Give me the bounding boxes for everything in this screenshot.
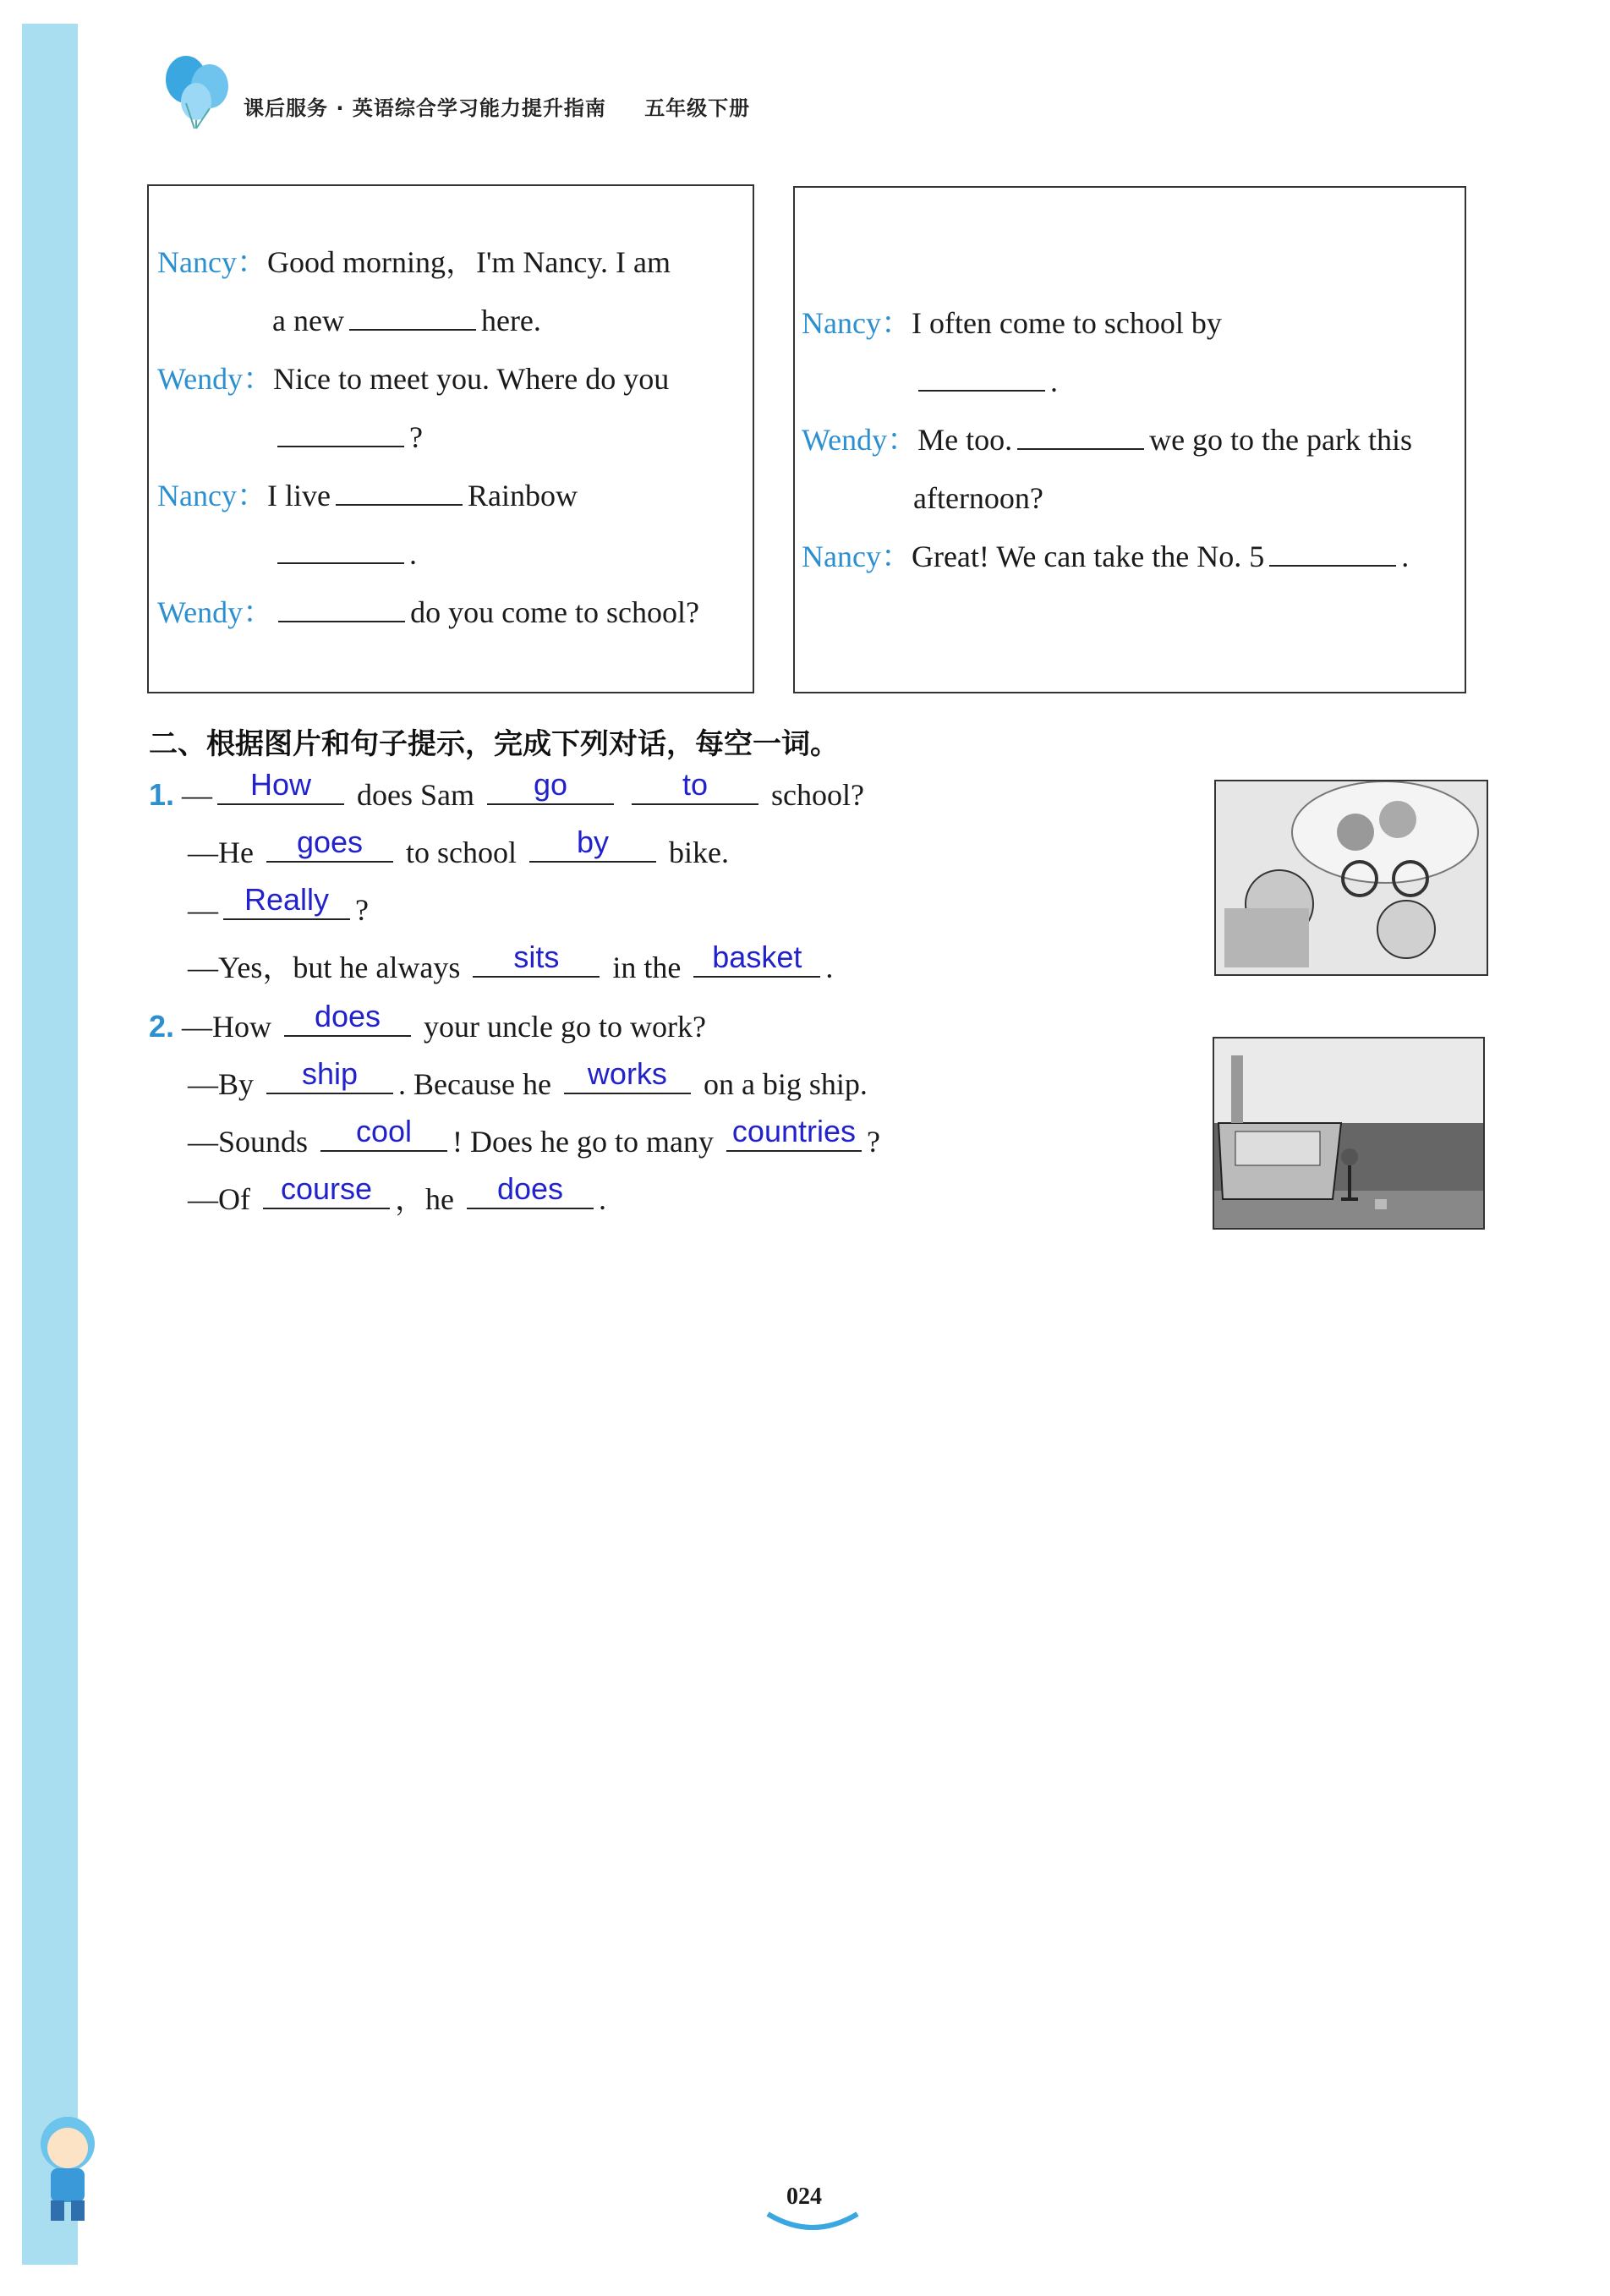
q1-line-3: — Really ?: [188, 882, 369, 927]
box_left-line: [272, 419, 423, 456]
answer-blank[interactable]: Really: [223, 893, 350, 920]
answer-blank[interactable]: [277, 537, 404, 564]
page-wave-icon: [766, 2207, 859, 2236]
dialogue-text: Rainbow: [467, 479, 578, 512]
speaker-label: Nancy：: [802, 306, 912, 340]
answer-blank[interactable]: goes: [266, 836, 393, 863]
answer-blank[interactable]: [1269, 540, 1396, 567]
box_left-line: [272, 535, 417, 573]
dialogue-text: .: [1050, 364, 1058, 398]
dialogue-text: here.: [480, 304, 541, 337]
answer-blank[interactable]: basket: [693, 951, 820, 978]
box_right-line: [802, 421, 1412, 458]
answer-blank[interactable]: course: [263, 1182, 390, 1209]
speaker-label: Nancy：: [802, 540, 912, 573]
section-title: 二、根据图片和句子提示，完成下列对话，每空一词。: [149, 727, 839, 761]
box_right-line: [913, 479, 1043, 517]
q1-line-2: —He goes to school by bike.: [188, 825, 729, 869]
page-header: [244, 91, 750, 121]
box_left-line: [157, 477, 578, 514]
answer-blank[interactable]: works: [564, 1067, 691, 1094]
grade-label: 五年级下册: [644, 96, 751, 120]
question-number: 1.: [149, 777, 175, 812]
q2-line-2: —By ship . Because he works on a big ship.: [188, 1056, 868, 1101]
answer-blank[interactable]: [277, 420, 404, 447]
dialogue-text: Nice to meet you. Where do you: [273, 362, 670, 396]
dialogue-text: do you come to school?: [410, 595, 700, 629]
cartoon-kid-icon: [25, 2106, 118, 2224]
q1-line-4: —Yes，but he always sits in the basket .: [188, 940, 834, 984]
speaker-label: Nancy：: [157, 479, 267, 512]
answer-blank[interactable]: [918, 364, 1045, 392]
answer-blank[interactable]: ship: [266, 1067, 393, 1094]
box_left-line: [157, 360, 669, 397]
answer-blank[interactable]: does: [284, 1010, 411, 1037]
q2-line-3: —Sounds cool ! Does he go to many countries ?: [188, 1114, 880, 1159]
ship-worker-image: [1213, 1037, 1485, 1230]
answer-blank[interactable]: cool: [320, 1125, 447, 1152]
box_left-line: [157, 594, 699, 631]
wavy-edge-icon: [68, 24, 88, 2265]
dialogue-text: Great! We can take the No. 5: [911, 540, 1265, 573]
q2-line-4: —Of course ，he does .: [188, 1171, 606, 1216]
question-number: 2.: [149, 1009, 175, 1044]
dialogue-text: Me too.: [917, 423, 1013, 457]
dialogue-text: .: [1401, 540, 1410, 573]
q2-line-1: 2. —How does your uncle go to work?: [149, 999, 706, 1044]
answer-blank[interactable]: [278, 595, 405, 622]
answer-blank[interactable]: go: [487, 778, 614, 805]
answer-blank[interactable]: by: [529, 836, 656, 863]
q1-line-1: 1. — How does Sam go to school?: [149, 767, 864, 812]
answer-blank[interactable]: countries: [726, 1125, 862, 1152]
page-number: 024: [786, 2184, 822, 2210]
answer-blank[interactable]: [1017, 423, 1144, 450]
cartoon-mice-bike-image: [1214, 780, 1488, 976]
answer-blank[interactable]: to: [632, 778, 758, 805]
box_left-line: [272, 302, 541, 339]
dialogue-text: we go to the park this: [1149, 423, 1413, 457]
speaker-label: Wendy：: [802, 423, 918, 457]
decorative-sidebar: [22, 24, 78, 2265]
answer-blank[interactable]: How: [217, 778, 344, 805]
speaker-label: Wendy：: [157, 362, 274, 396]
dialogue-text: ?: [409, 420, 423, 454]
answer-blank[interactable]: [336, 479, 463, 506]
speaker-label: Nancy：: [157, 245, 267, 279]
box_right-line: [802, 538, 1409, 575]
dialogue-text: .: [409, 537, 417, 571]
box_right-line: [913, 363, 1058, 400]
dialogue-text: I often come to school by: [911, 306, 1222, 340]
book-series-title: 课后服务 · 英语综合学习能力提升指南: [244, 96, 606, 120]
dialogue-text: a new: [272, 304, 344, 337]
dialogue-text: I live: [266, 479, 331, 512]
dialogue-text: Good morning，I'm Nancy. I am: [266, 245, 671, 279]
dialogue-text: afternoon?: [913, 481, 1043, 515]
answer-blank[interactable]: sits: [473, 951, 600, 978]
answer-blank[interactable]: [349, 304, 476, 331]
answer-blank[interactable]: does: [467, 1182, 594, 1209]
box_left-line: [157, 244, 671, 281]
speaker-label: Wendy：: [157, 595, 274, 629]
balloon-logo-icon: [161, 52, 237, 133]
box_right-line: [802, 304, 1222, 342]
